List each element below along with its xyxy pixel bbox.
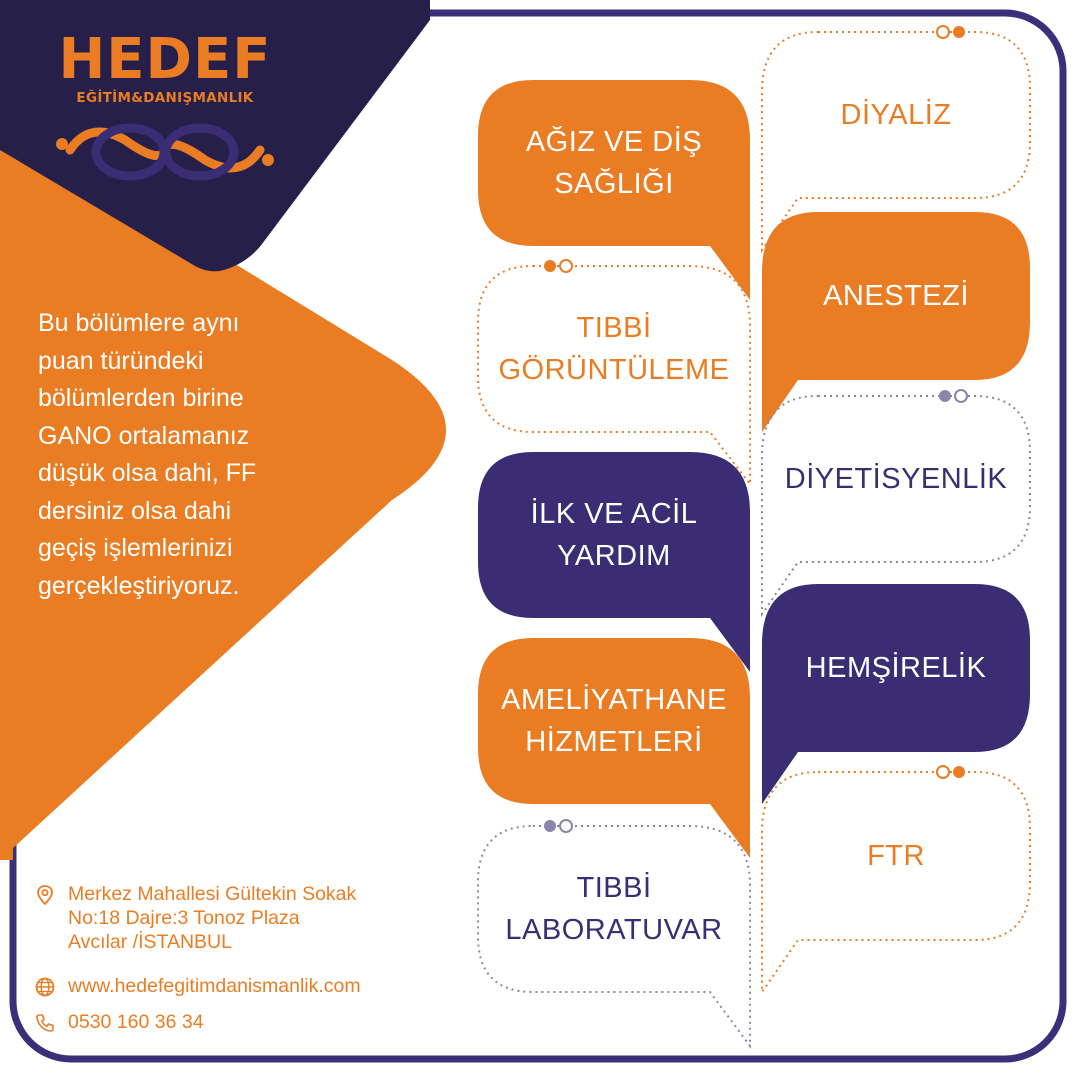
contact-phone[interactable]: 0530 160 36 34 bbox=[68, 1011, 204, 1033]
department-label-tibbi-laboratuvar: TIBBİ LABORATUVAR bbox=[505, 872, 723, 946]
department-label-agiz-dis: AĞIZ VE DİŞ SAĞLIĞI bbox=[525, 126, 703, 200]
logo-title: HEDEF bbox=[58, 27, 272, 92]
department-label-tibbi-goruntuleme: TIBBİ GÖRÜNTÜLEME bbox=[498, 312, 730, 386]
department-label-ftr: FTR bbox=[867, 840, 925, 872]
contact-address: Merkez Mahallesi Gültekin Sokak No:18 Dajre:3 Tonoz Plaza Avcılar /İSTANBUL bbox=[68, 883, 357, 953]
department-label-anestezi: ANESTEZİ bbox=[823, 280, 969, 312]
contact-website[interactable]: www.hedefegitimdanismanlik.com bbox=[68, 975, 361, 997]
department-label-ilk-acil: İLK VE ACİL YARDIM bbox=[530, 498, 698, 572]
globe-icon bbox=[34, 976, 56, 998]
orange-panel-corner bbox=[0, 260, 13, 860]
logo-subtitle: EĞİTİM&DANIŞMANLIK bbox=[76, 90, 254, 106]
logo-infinity-icon bbox=[50, 110, 280, 190]
promo-text: Bu bölümlere aynı puan türündeki bölümlerden birine GANO ortalamanız düşük olsa dahi, FF dersiniz olsa dahi geçiş işlemlerinizi gerçekleştiriyoruz. bbox=[38, 309, 257, 600]
department-label-diyaliz: DİYALİZ bbox=[840, 99, 952, 131]
department-label-ameliyathane: AMELİYATHANE HİZMETLERİ bbox=[501, 684, 727, 758]
phone-icon bbox=[34, 1012, 56, 1034]
location-pin-icon bbox=[34, 884, 56, 906]
department-label-hemsirelik: HEMŞİRELİK bbox=[805, 652, 987, 684]
department-label-diyetisyenlik: DİYETİSYENLİK bbox=[784, 463, 1008, 495]
